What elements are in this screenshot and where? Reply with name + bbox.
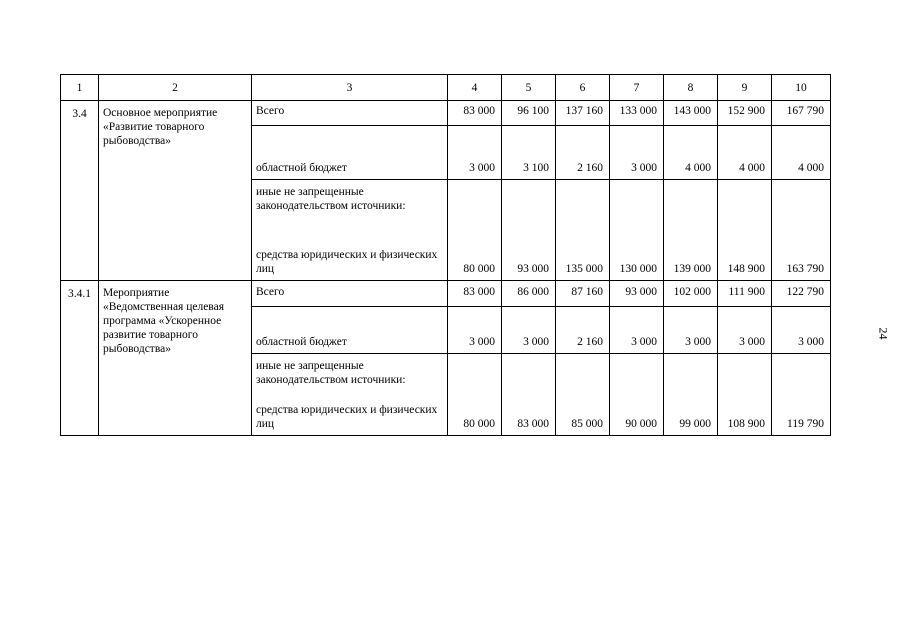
value-cell: 4 000 xyxy=(718,126,772,180)
value-cell: 133 000 xyxy=(610,101,664,126)
page-number: 24 xyxy=(876,327,891,340)
source-cell xyxy=(252,180,448,281)
value-cell: 83 000 xyxy=(448,101,502,126)
value-cell: 167 790 xyxy=(772,101,831,126)
value-cell: 3 000 xyxy=(772,307,831,354)
value-cell: 99 000 xyxy=(664,354,718,436)
source-sublabel: средства юридических и физических лиц xyxy=(256,249,438,275)
header-cell: 9 xyxy=(718,75,772,101)
source-label: Всего xyxy=(252,101,448,126)
value-cell: 87 160 xyxy=(556,281,610,307)
item-name: Мероприятие «Ведомственная целевая программа «Ускоренное развитие товарного рыбоводства» xyxy=(99,281,252,436)
value-cell: 3 000 xyxy=(610,307,664,354)
value-cell: 96 100 xyxy=(502,101,556,126)
header-cell: 2 xyxy=(99,75,252,101)
source-sublabel: средства юридических и физических лиц xyxy=(256,404,438,430)
budget-table xyxy=(60,74,831,436)
table-row xyxy=(61,101,831,126)
header-cell: 10 xyxy=(772,75,831,101)
header-row xyxy=(61,75,831,101)
value-cell: 3 000 xyxy=(664,307,718,354)
header-cell: 4 xyxy=(448,75,502,101)
header-cell: 8 xyxy=(664,75,718,101)
value-cell: 86 000 xyxy=(502,281,556,307)
value-cell: 3 000 xyxy=(610,126,664,180)
value-cell: 4 000 xyxy=(772,126,831,180)
source-label: областной бюджет xyxy=(252,126,448,180)
value-cell: 148 900 xyxy=(718,180,772,281)
value-cell: 102 000 xyxy=(664,281,718,307)
value-cell: 4 000 xyxy=(664,126,718,180)
header-cell: 3 xyxy=(252,75,448,101)
value-cell: 85 000 xyxy=(556,354,610,436)
value-cell: 130 000 xyxy=(610,180,664,281)
item-code: 3.4 xyxy=(61,101,99,281)
source-label: Всего xyxy=(252,281,448,307)
value-cell: 83 000 xyxy=(502,354,556,436)
value-cell: 3 000 xyxy=(448,307,502,354)
source-label: областной бюджет xyxy=(252,307,448,354)
header-cell: 6 xyxy=(556,75,610,101)
value-cell: 135 000 xyxy=(556,180,610,281)
value-cell: 93 000 xyxy=(610,281,664,307)
header-cell: 5 xyxy=(502,75,556,101)
table-row xyxy=(61,281,831,307)
value-cell: 3 000 xyxy=(718,307,772,354)
value-cell: 83 000 xyxy=(448,281,502,307)
value-cell: 3 000 xyxy=(448,126,502,180)
value-cell: 90 000 xyxy=(610,354,664,436)
source-cell xyxy=(252,354,448,436)
value-cell: 139 000 xyxy=(664,180,718,281)
value-cell: 93 000 xyxy=(502,180,556,281)
header-cell: 1 xyxy=(61,75,99,101)
source-label: иные не запрещенные законодательством источники: xyxy=(256,360,406,386)
value-cell: 163 790 xyxy=(772,180,831,281)
value-cell: 80 000 xyxy=(448,354,502,436)
item-name: Основное мероприятие «Развитие товарного рыбоводства» xyxy=(99,101,252,281)
value-cell: 119 790 xyxy=(772,354,831,436)
value-cell: 80 000 xyxy=(448,180,502,281)
value-cell: 2 160 xyxy=(556,307,610,354)
value-cell: 111 900 xyxy=(718,281,772,307)
value-cell: 137 160 xyxy=(556,101,610,126)
source-label: иные не запрещенные законодательством источники: xyxy=(256,186,406,212)
value-cell: 122 790 xyxy=(772,281,831,307)
value-cell: 3 100 xyxy=(502,126,556,180)
value-cell: 152 900 xyxy=(718,101,772,126)
item-code: 3.4.1 xyxy=(61,281,99,436)
value-cell: 3 000 xyxy=(502,307,556,354)
header-cell: 7 xyxy=(610,75,664,101)
value-cell: 2 160 xyxy=(556,126,610,180)
value-cell: 108 900 xyxy=(718,354,772,436)
value-cell: 143 000 xyxy=(664,101,718,126)
